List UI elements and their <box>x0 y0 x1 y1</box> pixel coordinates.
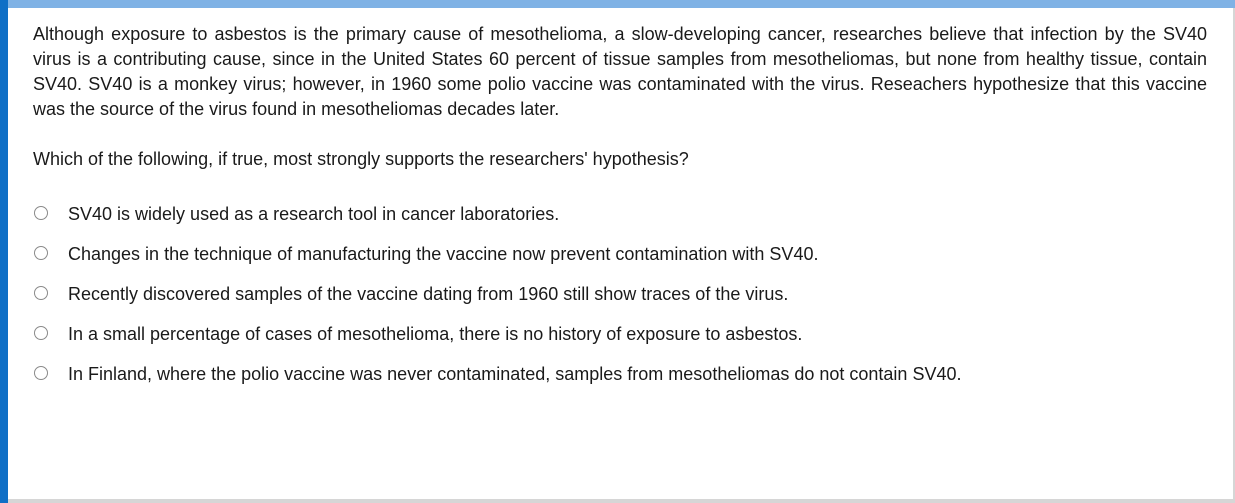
passage-text: Although exposure to asbestos is the primary cause of mesothelioma, a slow-developing cancer, researches believe that infection by the SV40 virus is a contributing cause, since in the United States 60 percent of tissue samples from mesotheliomas, but none from healthy tissue, contain SV40. SV40 is a monkey virus; however, in 1960 some polio vaccine was contaminated with the virus. Reseachers hypothesize that this vaccine was the source of the virus found in mesotheliomas decades later. <box>33 24 1207 119</box>
answer-option-label: SV40 is widely used as a research tool in cancer laboratories. <box>68 203 560 224</box>
answer-option-d[interactable] <box>0 314 1207 354</box>
answer-option-a[interactable] <box>0 194 1207 234</box>
answer-options <box>33 194 1207 394</box>
answer-option-label: Recently discovered samples of the vaccine dating from 1960 still show traces of the virus. <box>68 283 789 304</box>
answer-option-label: Changes in the technique of manufacturing the vaccine now prevent contamination with SV40. <box>68 243 819 264</box>
radio-button-c[interactable] <box>34 286 48 300</box>
answer-option-label: In Finland, where the polio vaccine was never contaminated, samples from mesotheliomas do not contain SV40. <box>68 363 962 384</box>
answer-option-e[interactable] <box>0 354 1207 394</box>
question-panel <box>33 22 1207 394</box>
radio-button-e[interactable] <box>34 366 48 380</box>
answer-option-c[interactable] <box>0 274 1207 314</box>
answer-option-label: In a small percentage of cases of mesothelioma, there is no history of exposure to asbestos. <box>68 323 803 344</box>
radio-button-a[interactable] <box>34 206 48 220</box>
top-accent-bar <box>0 0 1235 8</box>
radio-button-d[interactable] <box>34 326 48 340</box>
bottom-scroll-track <box>8 499 1235 503</box>
radio-button-b[interactable] <box>34 246 48 260</box>
answer-option-b[interactable] <box>0 234 1207 274</box>
question-stem: Which of the following, if true, most strongly supports the researchers' hypothesis? <box>33 149 689 169</box>
